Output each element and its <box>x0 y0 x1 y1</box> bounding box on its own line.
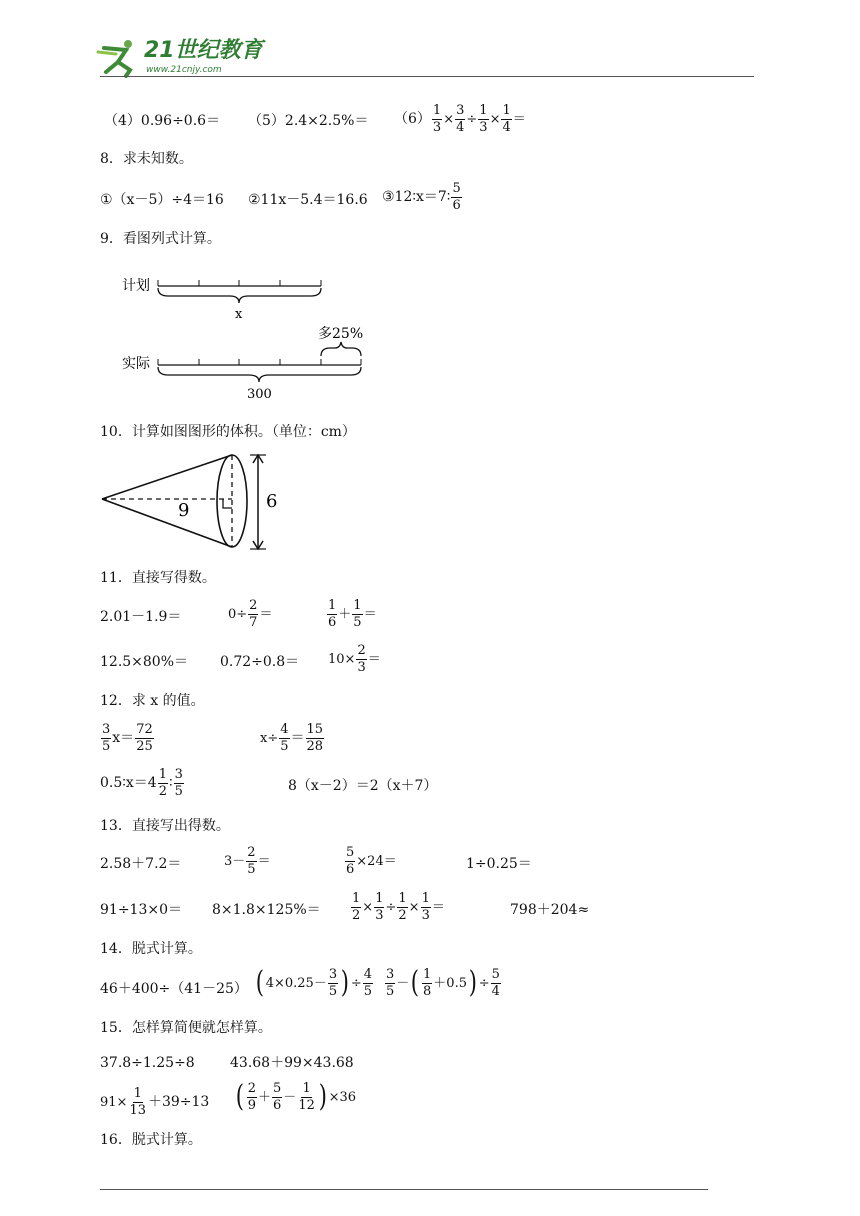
equals: ＝ <box>512 111 526 127</box>
fraction <box>374 892 384 922</box>
fraction <box>352 599 362 629</box>
plan-variable: x <box>235 307 243 322</box>
left-paren: ( <box>235 1079 244 1115</box>
q13-item-1: 2.58＋7.2＝ <box>100 856 182 872</box>
inner: ＋0.5 <box>433 975 467 991</box>
denominator: 5 <box>386 983 395 999</box>
numerator: 15 <box>306 722 324 737</box>
denominator: 3 <box>479 119 488 135</box>
numerator: 1 <box>432 103 442 118</box>
q12-item-3 <box>100 768 185 798</box>
q7-item-6-prefix: （6） <box>394 111 431 128</box>
left-paren: ( <box>255 965 264 1001</box>
fraction <box>247 1082 257 1112</box>
q8-item-3 <box>382 182 463 212</box>
q14-title: 14．脱式计算。 <box>100 941 202 957</box>
fraction <box>158 768 168 798</box>
extra-label: 多25% <box>318 326 364 342</box>
rest: ×36 <box>328 1089 357 1105</box>
actual-total: 300 <box>247 387 272 402</box>
q14-item-3 <box>384 965 502 1001</box>
denominator: 6 <box>452 197 461 213</box>
denominator: 4 <box>502 119 511 135</box>
header-rule <box>100 76 754 77</box>
denominator: 5 <box>174 783 183 799</box>
prefix: 10× <box>328 651 356 667</box>
denominator: 6 <box>328 614 337 630</box>
denominator: 5 <box>353 614 362 630</box>
denominator: 2 <box>352 907 361 923</box>
denominator: 13 <box>129 1102 146 1118</box>
denominator: 3 <box>357 659 366 675</box>
q15-item-2: 43.68＋99×43.68 <box>230 1055 354 1071</box>
denominator: 5 <box>247 861 256 877</box>
q7-item-4: （4）0.96÷0.6＝ <box>104 113 221 129</box>
numerator: 4 <box>363 967 373 982</box>
denominator: 2 <box>158 783 167 799</box>
fraction <box>135 723 154 753</box>
fraction <box>451 182 461 212</box>
operator: × <box>489 111 501 127</box>
middle: x＝ <box>112 730 135 747</box>
fraction <box>306 723 325 753</box>
actual-label: 实际 <box>122 356 150 372</box>
equals: ＝ <box>257 853 271 869</box>
operator: ÷ <box>385 899 397 915</box>
q14-item-1: 46＋400÷（41－25） <box>100 981 248 997</box>
denominator: 6 <box>346 861 355 877</box>
cone-height-label: 9 <box>178 500 190 521</box>
numerator: 3 <box>174 767 183 782</box>
denominator: 4 <box>491 983 500 999</box>
ratio-sign: ∶ <box>169 775 173 792</box>
numerator: 5 <box>346 845 355 860</box>
rest: ×24＝ <box>356 853 397 869</box>
denominator: 9 <box>247 1097 256 1113</box>
fraction <box>328 968 338 998</box>
q11-item-1: 2.01－1.9＝ <box>100 609 182 625</box>
numerator: 1 <box>423 967 432 982</box>
numerator: 3 <box>456 103 465 118</box>
prefix: 0÷ <box>228 606 248 622</box>
fraction <box>174 768 184 798</box>
numerator: 2 <box>247 845 256 860</box>
prefix: 3－ <box>224 853 246 869</box>
q15-item-1: 37.8÷1.25÷8 <box>100 1055 195 1071</box>
numerator: 1 <box>398 891 407 906</box>
fraction <box>501 104 511 134</box>
q8-item-3-prefix: ③12∶x＝7∶ <box>382 189 451 206</box>
prefix: 0.5∶x＝4 <box>100 775 157 792</box>
q15-item-4 <box>234 1079 357 1115</box>
fraction <box>363 968 373 998</box>
equals: ＝ <box>290 730 305 747</box>
denominator: 3 <box>432 119 442 135</box>
denominator: 2 <box>398 907 407 923</box>
numerator: 1 <box>375 891 384 906</box>
fraction <box>351 892 361 922</box>
operator: ÷ <box>478 975 490 991</box>
cone-diagram <box>98 452 288 556</box>
numerator: 1 <box>353 598 362 613</box>
denominator: 8 <box>423 983 432 999</box>
operator: × <box>362 899 374 915</box>
left-paren: ( <box>411 965 420 1001</box>
fraction <box>491 968 501 998</box>
right-paren: ) <box>318 1079 327 1115</box>
operator: ÷ <box>466 111 478 127</box>
denominator: 5 <box>280 738 289 754</box>
operator: ＋ <box>338 606 352 622</box>
q13-item-7 <box>350 892 445 922</box>
q11-item-4: 12.5×80%＝ <box>100 654 189 670</box>
operator: － <box>283 1089 297 1105</box>
q9-title: 9．看图列式计算。 <box>100 231 221 247</box>
q11-item-6 <box>328 644 381 674</box>
q13-item-4: 1÷0.25＝ <box>466 856 532 872</box>
operator: ÷ <box>350 975 362 991</box>
denominator: 5 <box>363 983 373 999</box>
q13-item-8: 798＋204≈ <box>510 902 590 918</box>
fraction <box>397 892 407 922</box>
q7-item-6 <box>394 104 526 134</box>
fraction <box>345 846 355 876</box>
q13-item-2 <box>224 846 271 876</box>
fraction <box>478 104 488 134</box>
q11-item-2 <box>228 599 272 629</box>
q13-item-3 <box>344 846 397 876</box>
fraction <box>297 1082 316 1112</box>
fraction <box>455 104 465 134</box>
denominator: 28 <box>306 738 324 754</box>
numerator: 1 <box>302 1081 311 1096</box>
numerator: 1 <box>133 1086 142 1101</box>
equals: ＝ <box>367 651 381 667</box>
denominator: 4 <box>456 119 465 135</box>
numerator: 3 <box>102 722 111 737</box>
q11-item-3 <box>326 599 377 629</box>
q14-item-2 <box>254 965 374 1001</box>
fraction <box>248 599 258 629</box>
logo-text: 21世纪教育 <box>144 38 263 63</box>
plan-label: 计划 <box>122 278 150 294</box>
fraction <box>101 723 111 753</box>
q8-title: 8．求未知数。 <box>100 151 193 167</box>
q12-item-2 <box>260 723 325 753</box>
operator: ＋ <box>258 1089 272 1105</box>
operator: － <box>396 975 410 991</box>
fraction <box>356 644 366 674</box>
fraction <box>432 104 442 134</box>
numerator: 72 <box>136 722 153 737</box>
numerator: 5 <box>491 967 500 982</box>
q13-item-5: 91÷13×0＝ <box>100 902 182 918</box>
operator: × <box>443 111 455 127</box>
fraction <box>279 723 289 753</box>
numerator: 1 <box>479 103 488 118</box>
q10-title: 10．计算如图图形的体积。（单位：cm） <box>100 424 356 440</box>
numerator: 1 <box>328 598 337 613</box>
right-paren: ) <box>468 965 477 1001</box>
denominator: 7 <box>249 614 258 630</box>
numerator: 2 <box>357 643 366 658</box>
denominator: 25 <box>136 738 153 754</box>
q8-item-1: ①（x－5）÷4＝16 <box>100 192 224 208</box>
numerator: 1 <box>421 891 430 906</box>
q11-title: 11．直接写得数。 <box>100 570 216 586</box>
q7-item-5: （5）2.4×2.5%＝ <box>248 113 369 129</box>
footer-rule <box>100 1189 708 1190</box>
q13-item-6: 8×1.8×125%＝ <box>212 902 321 918</box>
numerator: 5 <box>452 181 461 196</box>
q12-title: 12．求 x 的值。 <box>100 693 205 709</box>
numerator: 2 <box>247 1081 256 1096</box>
q12-item-4: 8（x－2）＝2（x＋7） <box>288 778 438 794</box>
numerator: 1 <box>158 767 167 782</box>
q16-title: 16．脱式计算。 <box>100 1132 202 1148</box>
q15-title: 15．怎样算简便就怎样算。 <box>100 1020 272 1036</box>
inner: 4×0.25－ <box>265 975 327 991</box>
fraction <box>272 1082 282 1112</box>
denominator: 5 <box>102 738 111 754</box>
numerator: 2 <box>249 598 258 613</box>
denominator: 12 <box>298 1097 315 1113</box>
numerator: 4 <box>280 722 289 737</box>
cone-diameter-label: 6 <box>266 491 278 512</box>
right-paren: ) <box>340 965 350 1001</box>
rest: ＋39÷13 <box>147 1094 210 1111</box>
q11-item-5: 0.72÷0.8＝ <box>220 654 300 670</box>
fraction <box>422 968 432 998</box>
fraction <box>421 892 431 922</box>
fraction <box>128 1087 147 1117</box>
denominator: 3 <box>421 907 430 923</box>
q8-item-2: ②11x－5.4＝16.6 <box>248 192 368 208</box>
fraction <box>385 968 395 998</box>
q12-item-1 <box>100 723 155 753</box>
prefix: 91× <box>100 1094 128 1110</box>
q13-title: 13．直接写出得数。 <box>100 818 230 834</box>
segment-diagram <box>118 268 378 408</box>
logo-url: www.21cnjy.com <box>146 65 222 75</box>
fraction <box>327 599 337 629</box>
site-logo <box>96 36 266 80</box>
denominator: 5 <box>328 983 338 999</box>
prefix: x÷ <box>260 730 279 746</box>
denominator: 6 <box>273 1097 282 1113</box>
numerator: 3 <box>328 967 338 982</box>
equals: ＝ <box>431 899 445 915</box>
equals: ＝ <box>259 606 273 622</box>
operator: × <box>408 899 420 915</box>
numerator: 1 <box>502 103 511 118</box>
q15-item-3 <box>100 1087 209 1117</box>
numerator: 3 <box>386 967 395 982</box>
numerator: 1 <box>352 891 361 906</box>
denominator: 3 <box>375 907 384 923</box>
equals: ＝ <box>363 606 377 622</box>
numerator: 5 <box>273 1081 282 1096</box>
fraction <box>246 846 256 876</box>
